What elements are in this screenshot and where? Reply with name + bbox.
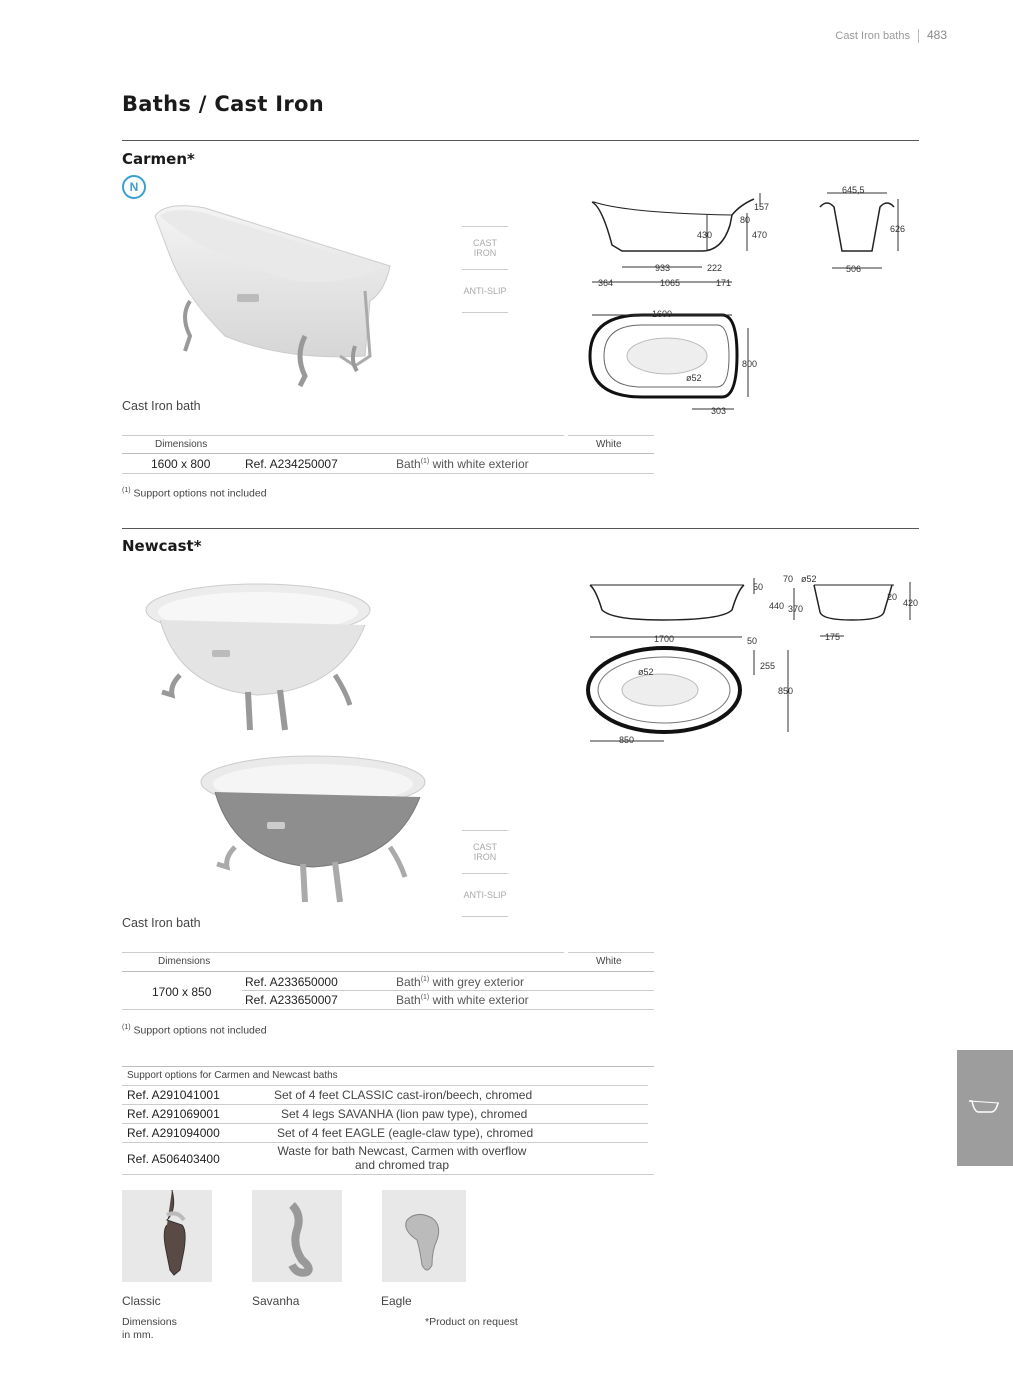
foot-label-savanha: Savanha xyxy=(252,1294,300,1308)
dim-506: 506 xyxy=(846,264,862,274)
feature-anti-slip: ANTI-SLIP xyxy=(463,286,507,296)
running-header xyxy=(835,28,947,43)
dim-933: 933 xyxy=(655,263,671,273)
col-header-white: White xyxy=(596,956,622,967)
newcast-desc-grey: Bath$^{(1)}$ with grey exterior xyxy=(396,975,524,989)
support-ref-savanha: Ref. A291069001 xyxy=(127,1107,220,1121)
eagle-foot-photo xyxy=(382,1190,466,1282)
product-request-note: *Product on request xyxy=(425,1316,518,1328)
support-ref-classic: Ref. A291041001 xyxy=(127,1088,220,1102)
newcast-desc-white: Bath$^{(1)}$ with white exterior xyxy=(396,993,529,1007)
dim-52: ø52 xyxy=(686,373,702,383)
foot-label-eagle: Eagle xyxy=(381,1294,412,1308)
feature-cast-iron: CAST IRON xyxy=(472,238,497,258)
dim-70: 70 xyxy=(783,574,794,584)
section-name: Cast Iron baths xyxy=(835,30,910,42)
footnote-carmen: $^{(1)}$ Support options not included xyxy=(122,487,267,500)
dim-626: 626 xyxy=(890,224,906,234)
support-desc-waste: Waste for bath Newcast, Carmen with overflow and chromed trap xyxy=(277,1144,527,1172)
support-ref-eagle: Ref. A291094000 xyxy=(127,1126,220,1140)
dim-171: 171 xyxy=(716,278,732,288)
header-divider xyxy=(918,29,919,43)
newcast-white-bath-photo xyxy=(140,580,380,740)
section-divider xyxy=(122,528,919,529)
carmen-table xyxy=(122,435,655,475)
support-options-table xyxy=(122,1066,655,1178)
newcast-technical-drawing xyxy=(582,570,922,750)
dim-80: 80 xyxy=(740,215,751,225)
category-side-tab xyxy=(957,1050,1013,1166)
dim-52b: ø52 xyxy=(638,667,654,677)
col-header-dimensions: Dimensions xyxy=(155,439,208,450)
newcast-ref-white: Ref. A233650007 xyxy=(245,993,338,1007)
dim-430: 430 xyxy=(697,230,713,240)
newcast-size: 1700 x 850 xyxy=(152,985,212,999)
carmen-bath-photo xyxy=(145,196,395,396)
dim-20: 20 xyxy=(887,592,898,602)
page-title: Baths / Cast Iron xyxy=(122,92,325,116)
dim-175: 175 xyxy=(825,632,841,642)
foot-label-classic: Classic xyxy=(122,1294,161,1308)
dim-850b: 850 xyxy=(619,735,635,745)
feature-anti-slip: ANTI-SLIP xyxy=(463,890,507,900)
support-table-header: Support options for Carmen and Newcast baths xyxy=(127,1070,338,1081)
dim-52: ø52 xyxy=(801,574,817,584)
dim-850: 850 xyxy=(778,686,794,696)
dim-50: 50 xyxy=(753,582,764,592)
product-name-carmen: Carmen* xyxy=(122,150,195,168)
support-desc-eagle: Set of 4 feet EAGLE (eagle-claw type), chromed xyxy=(277,1126,534,1140)
dim-222: 222 xyxy=(707,263,723,273)
dim-645: 645,5 xyxy=(842,185,865,195)
dim-255: 255 xyxy=(760,661,776,671)
subtitle-newcast: Cast Iron bath xyxy=(122,916,201,930)
dim-50b: 50 xyxy=(747,636,758,646)
dim-420: 420 xyxy=(903,598,919,608)
carmen-size: 1600 x 800 xyxy=(151,457,211,471)
savanha-foot-photo xyxy=(252,1190,342,1282)
dim-303: 303 xyxy=(711,406,727,416)
section-divider xyxy=(122,140,919,141)
dimensions-note: Dimensions in mm. xyxy=(122,1316,177,1341)
col-header-dimensions: Dimensions xyxy=(158,956,211,967)
bathtub-icon xyxy=(968,1099,1000,1115)
subtitle-carmen: Cast Iron bath xyxy=(122,399,201,413)
carmen-technical-drawing xyxy=(582,185,922,420)
new-badge: N xyxy=(122,175,146,199)
carmen-desc: Bath$^{(1)}$ with white exterior xyxy=(396,457,529,471)
dim-800: 800 xyxy=(742,359,758,369)
dim-440: 440 xyxy=(769,601,785,611)
page-number: 483 xyxy=(926,28,947,42)
dim-470: 470 xyxy=(752,230,768,240)
newcast-ref-grey: Ref. A233650000 xyxy=(245,975,338,989)
feature-cast-iron: CAST IRON xyxy=(472,842,497,862)
support-ref-waste: Ref. A506403400 xyxy=(127,1152,220,1166)
dim-370: 370 xyxy=(788,604,804,614)
feature-list-carmen xyxy=(462,226,508,313)
classic-foot-photo xyxy=(122,1190,212,1282)
support-desc-savanha: Set 4 legs SAVANHA (lion paw type), chromed xyxy=(281,1107,528,1121)
dim-157: 157 xyxy=(754,202,770,212)
product-name-newcast: Newcast* xyxy=(122,537,202,555)
col-header-white: White xyxy=(596,439,622,450)
dim-364: 364 xyxy=(598,278,614,288)
feature-list-newcast xyxy=(462,830,508,917)
dim-1600: 1600 xyxy=(652,309,673,319)
carmen-ref: Ref. A234250007 xyxy=(245,457,338,471)
footnote-newcast: $^{(1)}$ Support options not included xyxy=(122,1024,267,1037)
dim-1700: 1700 xyxy=(654,634,675,644)
support-desc-classic: Set of 4 feet CLASSIC cast-iron/beech, chromed xyxy=(274,1088,533,1102)
newcast-grey-bath-photo xyxy=(195,752,435,912)
newcast-table xyxy=(122,952,655,1012)
dim-1065: 1065 xyxy=(660,278,681,288)
